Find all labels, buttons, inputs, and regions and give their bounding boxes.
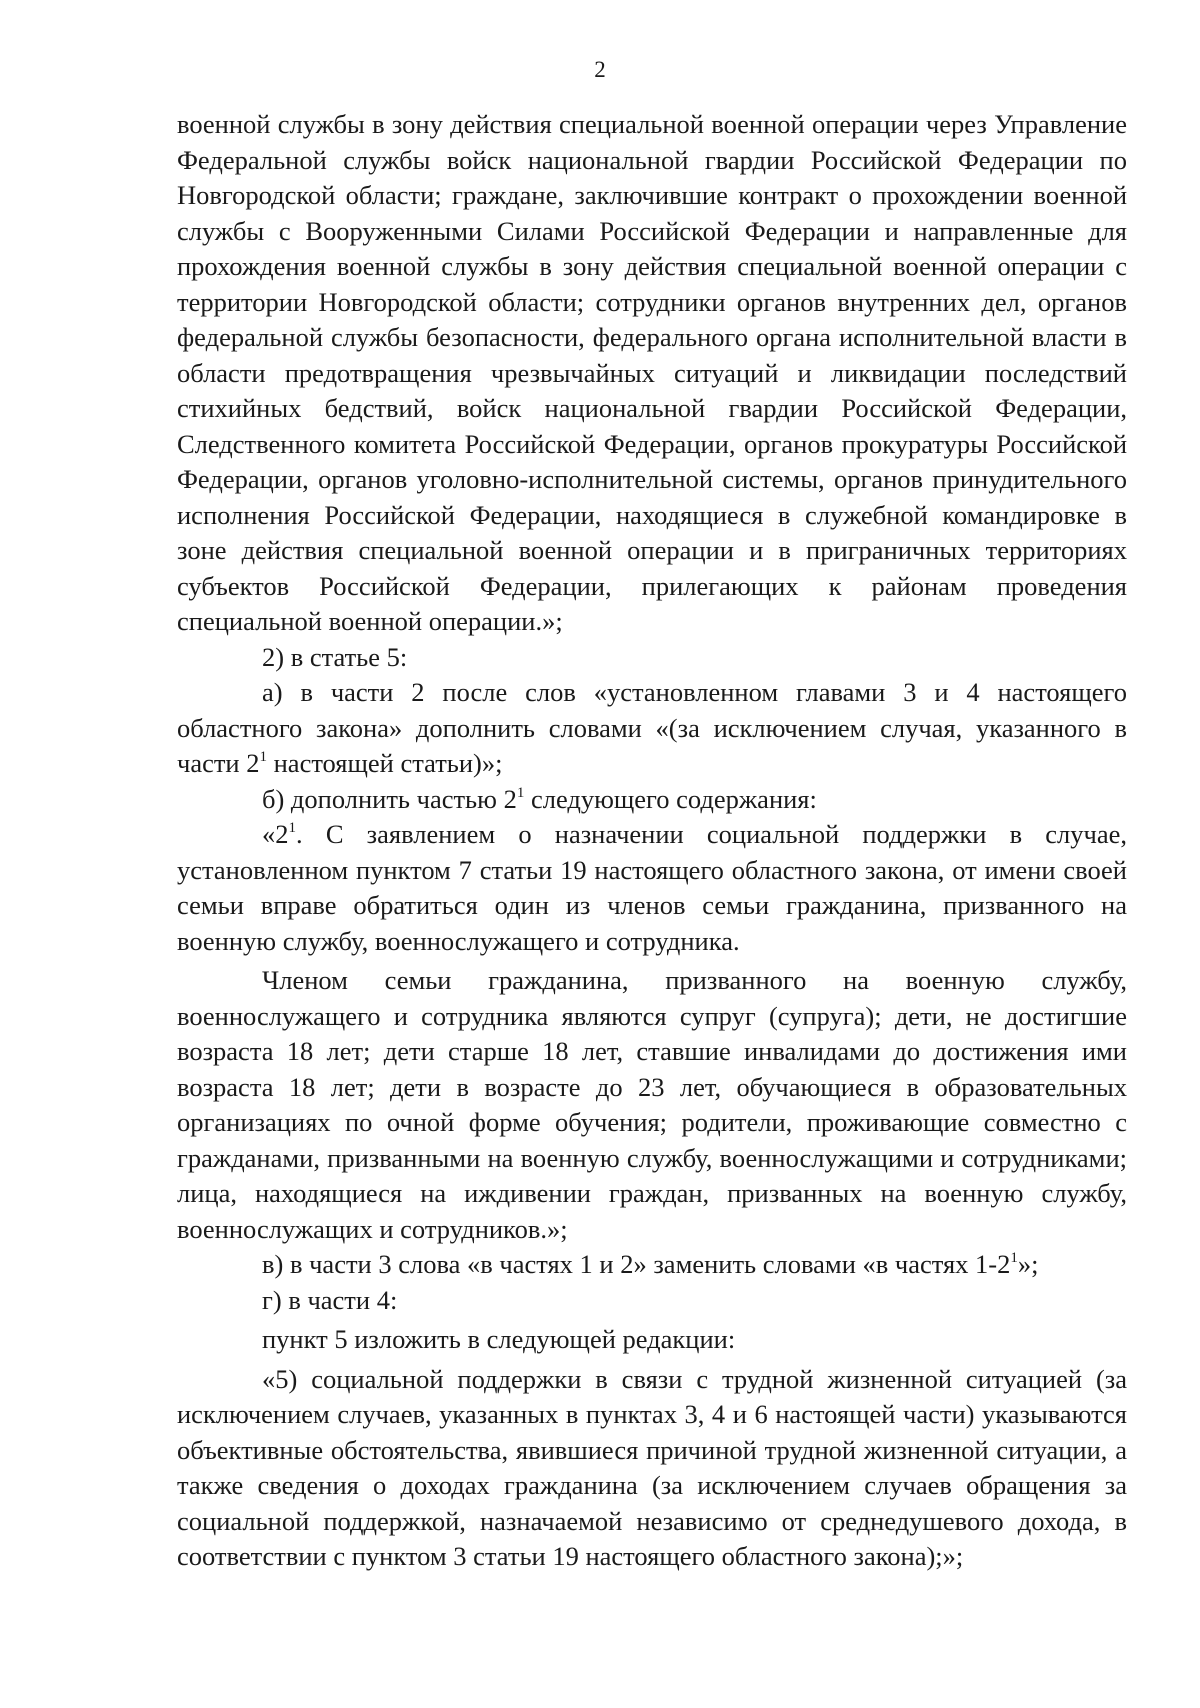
paragraph [177,675,1127,782]
text-run: а) в части 2 после слов «установленном главами 3 и 4 настоящего областного закона» дополнить словами «(за исключением случая, указанного в части 2 [177,677,1127,778]
text-run: настоящей статьи)»; [267,748,503,778]
text-run: б) дополнить частью 2 [262,783,517,814]
superscript: 1 [1010,1250,1018,1266]
text-run: в) в части 3 слова «в частях 1 и 2» заменить словами «в частях 1-2 [262,1249,1011,1279]
paragraph: Членом семьи гражданина, призванного на военную службу, военнослужащего и сотрудника являются супруг (супруга); дети, не достигшие возраста 18 лет; дети старше 18 лет, ставшие инвалидами до достижения ими возраста 18 лет; дети в возрасте до 23 лет, обучающиеся в образовательных организациях по очной форме обучения; родители, проживающие совместно с гражданами, призванными на военную службу, военнослужащими и сотрудниками; лица, находящиеся на иждивении граждан, призванных на военную службу, военнослужащих и сотрудников.»; [177,965,1127,1244]
paragraph: «5) социальной поддержки в связи с трудной жизненной ситуацией (за исключением случаев, указанных в пунктах 3, 4 и 6 настоящей части) указываются объективные обстоятельства, явившиеся причиной трудной жизненной ситуации, а также сведения о доходах гражданина (за исключением случаев обращения за социальной поддержкой, назначаемой независимо от среднедушевого дохода, в соответствии с пунктом 3 статьи 19 настоящего областного закона);»; [177,1363,1127,1571]
superscript: 1 [288,820,296,836]
text-run: следующего содержания: [524,783,817,814]
paragraph [177,782,1127,818]
superscript: 1 [259,749,267,765]
document-body [177,107,1127,1575]
paragraph [177,817,1127,959]
paragraph: 2) в статье 5: [262,641,408,672]
superscript: 1 [516,784,525,801]
text-run: »; [1017,1249,1039,1279]
page-number: 2 [594,57,606,82]
paragraph: пункт 5 изложить в следующей редакции: [262,1324,736,1354]
paragraph [177,1247,1127,1283]
paragraph: г) в части 4: [262,1284,398,1315]
text-run: . С заявлением о назначении социальной поддержки в случае, установленном пунктом 7 статьи 19 настоящего областного закона, от имени своей семьи вправе обратиться один из членов семьи гражданина, призванного на военную службу, военнослужащего и сотрудника. [177,819,1127,956]
paragraph: военной службы в зону действия специальной военной операции через Управление Федеральной службы войск национальной гвардии Российской Федерации по Новгородской области; граждане, заключившие контракт о прохождении военной службы с Вооруженными Силами Российской Федерации и направленные для прохождения военной службы в зону действия специальной военной операции с территории Новгородской области; сотрудники органов внутренних дел, органов федеральной службы безопасности, федерального органа исполнительной власти в области предотвращения чрезвычайных ситуаций и ликвидации последствий стихийных бедствий, войск национальной гвардии Российской Федерации, Следственного комитета Российской Федерации, органов прокуратуры Российской Федерации, органов уголовно-исполнительной системы, органов принудительного исполнения Российской Федерации, находящиеся в служебной командировке в зоне действия специальной военной операции и в приграничных территориях субъектов Российской Федерации, прилегающих к районам проведения специальной военной операции.»; [177,109,1127,636]
text-run: «2 [262,819,289,849]
